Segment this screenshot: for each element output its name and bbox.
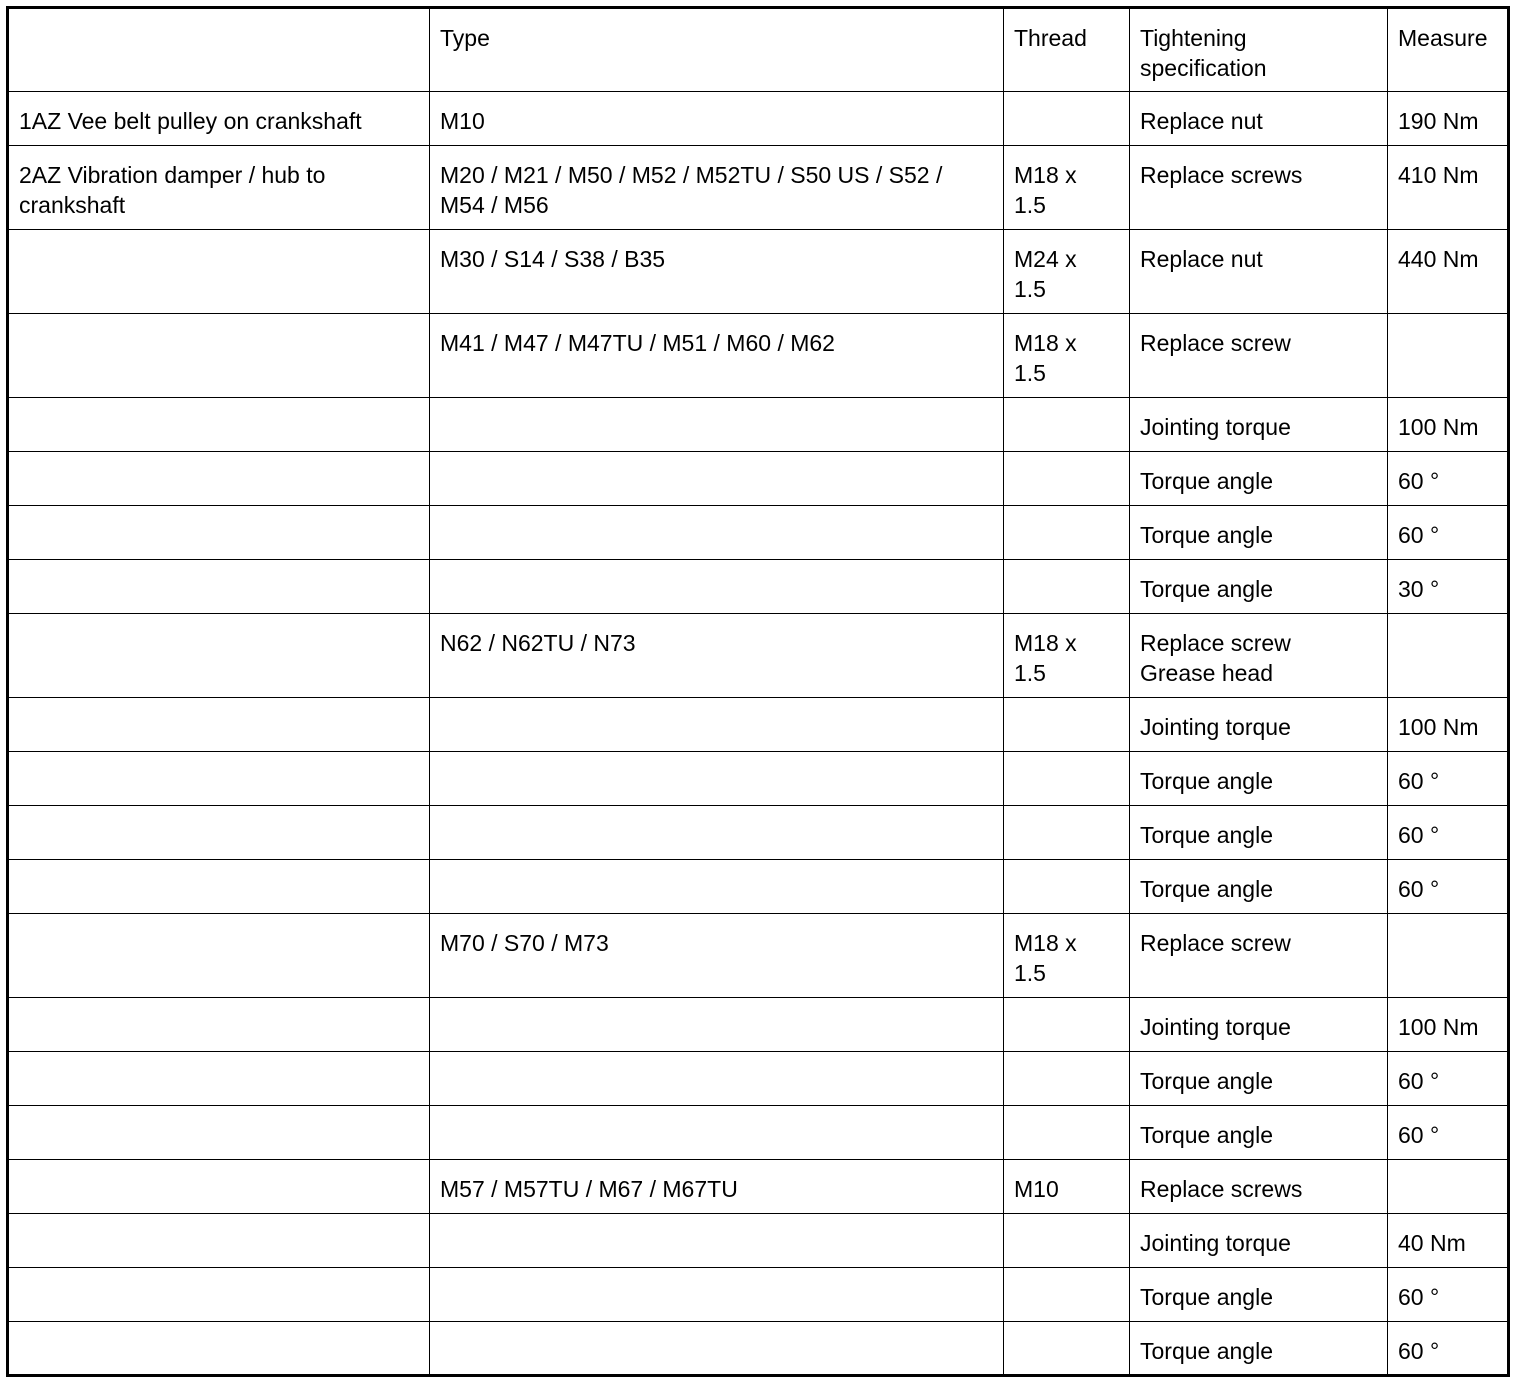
table-row [8, 452, 1509, 506]
item-cell [8, 698, 430, 752]
thread-cell [1004, 806, 1130, 860]
type-cell [430, 752, 1004, 806]
measure-cell [1388, 398, 1509, 452]
item-cell [8, 860, 430, 914]
header-type: Type [430, 8, 1004, 92]
tightening-spec-cell-text: Torque angle [1140, 576, 1273, 602]
type-cell [430, 146, 1004, 230]
measure-cell-text: 100 Nm [1398, 714, 1479, 740]
item-cell [8, 314, 430, 398]
table-row [8, 1106, 1509, 1160]
thread-cell [1004, 998, 1130, 1052]
table-row [8, 1052, 1509, 1106]
table-row [8, 806, 1509, 860]
table-row [8, 1268, 1509, 1322]
tightening-spec-cell-text: Replace screw [1140, 330, 1291, 356]
tightening-spec-cell [1130, 230, 1388, 314]
type-cell [430, 860, 1004, 914]
type-cell [430, 998, 1004, 1052]
thread-cell [1004, 1160, 1130, 1214]
measure-cell [1388, 92, 1509, 146]
torque-spec-table [6, 6, 1510, 1377]
tightening-spec-cell [1130, 506, 1388, 560]
type-cell [430, 806, 1004, 860]
item-cell [8, 1214, 430, 1268]
table-row [8, 1160, 1509, 1214]
type-cell [430, 1052, 1004, 1106]
type-cell [430, 506, 1004, 560]
measure-cell-text: 100 Nm [1398, 414, 1479, 440]
measure-cell [1388, 698, 1509, 752]
thread-cell [1004, 698, 1130, 752]
measure-cell-text: 60 ° [1398, 822, 1440, 848]
tightening-spec-cell-text: Replace screw Grease head [1140, 630, 1291, 686]
measure-cell-text: 60 ° [1398, 1068, 1440, 1094]
measure-cell [1388, 614, 1509, 698]
header-measure: Measure [1388, 8, 1509, 92]
tightening-spec-cell-text: Torque angle [1140, 1284, 1273, 1310]
type-cell [430, 398, 1004, 452]
item-cell [8, 92, 430, 146]
thread-cell [1004, 914, 1130, 998]
table-row [8, 230, 1509, 314]
type-cell [430, 1214, 1004, 1268]
measure-cell [1388, 860, 1509, 914]
measure-cell-text: 410 Nm [1398, 162, 1479, 188]
tightening-spec-cell [1130, 146, 1388, 230]
type-cell [430, 1160, 1004, 1214]
item-cell [8, 1268, 430, 1322]
tightening-spec-cell [1130, 1160, 1388, 1214]
type-cell [430, 1106, 1004, 1160]
item-cell [8, 998, 430, 1052]
type-cell [430, 614, 1004, 698]
tightening-spec-cell-text: Jointing torque [1140, 414, 1291, 440]
tightening-spec-cell [1130, 1214, 1388, 1268]
thread-cell [1004, 1052, 1130, 1106]
measure-cell [1388, 1160, 1509, 1214]
table-row [8, 314, 1509, 398]
measure-cell-text: 60 ° [1398, 1122, 1440, 1148]
type-cell [430, 314, 1004, 398]
item-cell-text: 2AZ Vibration damper / hub to crankshaft [19, 162, 326, 218]
tightening-spec-cell [1130, 614, 1388, 698]
type-cell-text: M10 [440, 108, 485, 134]
tightening-spec-cell [1130, 560, 1388, 614]
tightening-spec-cell [1130, 752, 1388, 806]
item-cell [8, 560, 430, 614]
item-cell [8, 506, 430, 560]
tightening-spec-cell-text: Replace screw [1140, 930, 1291, 956]
tightening-spec-cell-text: Replace screws [1140, 1176, 1303, 1202]
measure-cell [1388, 998, 1509, 1052]
thread-cell [1004, 1268, 1130, 1322]
item-cell [8, 1106, 430, 1160]
measure-cell [1388, 230, 1509, 314]
thread-cell [1004, 146, 1130, 230]
item-cell [8, 1052, 430, 1106]
type-cell [430, 92, 1004, 146]
thread-cell [1004, 1322, 1130, 1376]
measure-cell [1388, 1052, 1509, 1106]
type-cell-text: M41 / M47 / M47TU / M51 / M60 / M62 [440, 330, 835, 356]
tightening-spec-cell-text: Replace screws [1140, 162, 1303, 188]
measure-cell [1388, 1322, 1509, 1376]
tightening-spec-cell [1130, 398, 1388, 452]
measure-cell [1388, 752, 1509, 806]
tightening-spec-cell-text: Jointing torque [1140, 1230, 1291, 1256]
measure-cell [1388, 1106, 1509, 1160]
type-cell [430, 698, 1004, 752]
table-row [8, 560, 1509, 614]
tightening-spec-cell-text: Torque angle [1140, 468, 1273, 494]
table-row [8, 146, 1509, 230]
measure-cell-text: 440 Nm [1398, 246, 1479, 272]
tightening-spec-cell [1130, 314, 1388, 398]
tightening-spec-cell [1130, 1322, 1388, 1376]
tightening-spec-cell [1130, 806, 1388, 860]
header-tightening-specification: Tightening specification [1130, 8, 1388, 92]
type-cell [430, 1268, 1004, 1322]
table-row [8, 614, 1509, 698]
measure-cell-text: 60 ° [1398, 1338, 1440, 1364]
thread-cell [1004, 1106, 1130, 1160]
tightening-spec-cell [1130, 92, 1388, 146]
measure-cell-text: 60 ° [1398, 468, 1440, 494]
item-cell [8, 614, 430, 698]
measure-cell-text: 60 ° [1398, 522, 1440, 548]
item-cell [8, 146, 430, 230]
tightening-spec-cell [1130, 452, 1388, 506]
table-row [8, 398, 1509, 452]
thread-cell-text: M18 x 1.5 [1014, 630, 1077, 686]
type-cell-text: M30 / S14 / S38 / B35 [440, 246, 666, 272]
item-cell [8, 452, 430, 506]
measure-cell [1388, 806, 1509, 860]
header-thread: Thread [1004, 8, 1130, 92]
tightening-spec-cell-text: Jointing torque [1140, 1014, 1291, 1040]
header-row [8, 8, 1509, 92]
type-cell [430, 914, 1004, 998]
measure-cell-text: 30 ° [1398, 576, 1440, 602]
item-cell [8, 1322, 430, 1376]
thread-cell-text: M24 x 1.5 [1014, 246, 1077, 302]
measure-cell [1388, 560, 1509, 614]
thread-cell [1004, 452, 1130, 506]
thread-cell [1004, 752, 1130, 806]
item-cell [8, 230, 430, 314]
tightening-spec-cell-text: Torque angle [1140, 822, 1273, 848]
measure-cell [1388, 506, 1509, 560]
measure-cell-text: 60 ° [1398, 1284, 1440, 1310]
table-row [8, 1214, 1509, 1268]
thread-cell [1004, 614, 1130, 698]
tightening-spec-cell [1130, 860, 1388, 914]
tightening-spec-cell-text: Replace nut [1140, 108, 1263, 134]
tightening-spec-cell-text: Torque angle [1140, 1122, 1273, 1148]
thread-cell [1004, 1214, 1130, 1268]
thread-cell-text: M18 x 1.5 [1014, 930, 1077, 986]
thread-cell [1004, 230, 1130, 314]
table-row [8, 92, 1509, 146]
tightening-spec-cell [1130, 998, 1388, 1052]
type-cell [430, 560, 1004, 614]
tightening-spec-cell [1130, 1106, 1388, 1160]
item-cell [8, 1160, 430, 1214]
item-cell [8, 914, 430, 998]
measure-cell [1388, 146, 1509, 230]
type-cell-text: M57 / M57TU / M67 / M67TU [440, 1176, 738, 1202]
measure-cell-text: 40 Nm [1398, 1230, 1466, 1256]
table-row [8, 860, 1509, 914]
item-cell [8, 752, 430, 806]
tightening-spec-cell-text: Jointing torque [1140, 714, 1291, 740]
tightening-spec-cell-text: Torque angle [1140, 768, 1273, 794]
header-item [8, 8, 430, 92]
table-row [8, 998, 1509, 1052]
table-row [8, 752, 1509, 806]
type-cell [430, 1322, 1004, 1376]
thread-cell [1004, 92, 1130, 146]
measure-cell [1388, 1214, 1509, 1268]
thread-cell [1004, 314, 1130, 398]
type-cell-text: M20 / M21 / M50 / M52 / M52TU / S50 US / S52 / M54 / M56 [440, 162, 943, 218]
tightening-spec-cell [1130, 914, 1388, 998]
thread-cell [1004, 506, 1130, 560]
measure-cell [1388, 914, 1509, 998]
item-cell-text: 1AZ Vee belt pulley on crankshaft [19, 108, 362, 134]
tightening-spec-cell-text: Torque angle [1140, 1068, 1273, 1094]
thread-cell [1004, 560, 1130, 614]
thread-cell [1004, 860, 1130, 914]
measure-cell [1388, 314, 1509, 398]
type-cell [430, 452, 1004, 506]
tightening-spec-cell-text: Torque angle [1140, 1338, 1273, 1364]
item-cell [8, 398, 430, 452]
table-row [8, 914, 1509, 998]
measure-cell-text: 190 Nm [1398, 108, 1479, 134]
measure-cell-text: 60 ° [1398, 876, 1440, 902]
measure-cell [1388, 1268, 1509, 1322]
tightening-spec-cell [1130, 698, 1388, 752]
thread-cell-text: M10 [1014, 1176, 1059, 1202]
table-row [8, 698, 1509, 752]
tightening-spec-cell-text: Torque angle [1140, 876, 1273, 902]
tightening-spec-cell-text: Torque angle [1140, 522, 1273, 548]
table-row [8, 1322, 1509, 1376]
tightening-spec-cell-text: Replace nut [1140, 246, 1263, 272]
thread-cell-text: M18 x 1.5 [1014, 162, 1077, 218]
item-cell [8, 806, 430, 860]
tightening-spec-cell [1130, 1268, 1388, 1322]
type-cell-text: M70 / S70 / M73 [440, 930, 609, 956]
type-cell-text: N62 / N62TU / N73 [440, 630, 636, 656]
tightening-spec-cell [1130, 1052, 1388, 1106]
thread-cell [1004, 398, 1130, 452]
type-cell [430, 230, 1004, 314]
table-row [8, 506, 1509, 560]
measure-cell-text: 60 ° [1398, 768, 1440, 794]
measure-cell [1388, 452, 1509, 506]
measure-cell-text: 100 Nm [1398, 1014, 1479, 1040]
thread-cell-text: M18 x 1.5 [1014, 330, 1077, 386]
